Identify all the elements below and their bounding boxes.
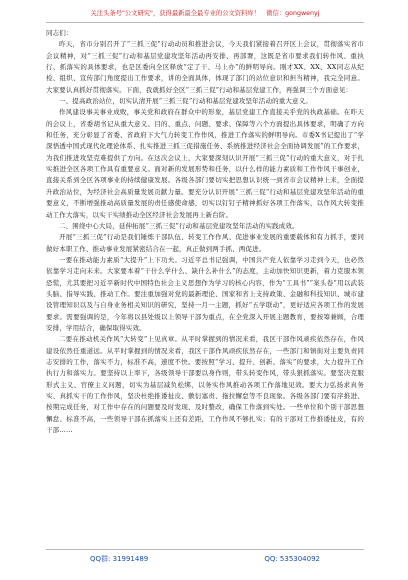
page-header [46, 8, 364, 23]
salutation: 同志们： [46, 29, 73, 37]
paragraph-significance: 作风建设事关事业成败，事关党和政府在群众中的形象，基层党建工作直接关乎党的执政基础。在昨天的会议上，省委胡书记从重大意义、目的、重点、问题、要求、保障等六个方面提出具体要求，明确了方向和任务，充分彰显了省委、省政府下大气力转变工作作风、推进工作落实的鲜明导向。市委X书记提出了“学深悟透中国式现代化理论体系、扎实推进三抓三促措施任务、系统推进经济社会全面协调发展”的工作要求，为我们推进攻坚克难提供了方向。在这次会议上，大家要深刻认识开展“三抓三促”行动的重大意义，对于扎实推进全区各项工作具有重要意义。面对新的发展形势和任务，以什么样的能力素质和工作作风干事创业，直接关系到全区各项事业的持续健康发展。各级各部门要切实把思想认识统一到省市会议精神上来，全面提升政治站位，为经济社会高质量发展贡献力量。要充分认识开展“三抓三促”行动和基层党建攻坚年活动的重要意义，不断增强推动高质量发展的责任感使命感，切实以钉钉子精神抓好各项工作落实，以作风大转变推动工作大落实，以实干实绩推动全区经济社会发展再上新台阶。 [46, 108, 364, 219]
paragraph-ability: 一要在推动能力素质“大提升”上下功夫。习近平总书记强调，中国共产党人依靠学习走到今天，也必然依靠学习走向未来。大家要本着“干什么学什么、缺什么补什么”的态度，主动加快知识更新，着力克服本领恐慌，尤其要把习近平新时代中国特色社会主义思想作为学习的核心内容，作为“工具书”“案头卷”用以武装头脑、指导实践、推动工作。要注重加强对党的最新理论、国家和省上支持政策、金融和科技知识、城市建设管理知识以及与自身业务相关知识的研究，坚持一月一主题，抓好“五学联动”，更好适应各项工作的发展要求。需要强调的是，今年将以县处级以上领导干部为重点，在全党深入开展主题教育，要按筹兼顾，合理安排，学用结合，确保取得实效。 [46, 255, 364, 332]
footer-qq-group: QQ群: 31991489 [90, 555, 149, 563]
header-notice: 关注头条号"公文研究"，获得最新最全最专业的公文资料库！ 微信：gongwenyj [90, 10, 320, 17]
footer-qq: QQ: 535304092 [264, 555, 320, 563]
page-footer [46, 549, 364, 567]
section-heading-1: 一、提高政治站位，切实认清开展“三抓三促”行动和基层党建攻坚年活动的重大意义。 [59, 97, 312, 106]
document-body [46, 28, 364, 436]
section-heading-2: 二、围绕中心大局，延伸拓展“三抓三促”行动和基层党建攻坚年活动的实践成效。 [59, 221, 299, 230]
paragraph-intro: 昨天，省市分别召开了“三抓三促”行动动员和推进会议，今天我们紧接着召开区上会议，贯彻落实省市会议精神，对“三抓三促”行动和基层党建攻坚年活动再安排、再部署，这既是省市要求我们转作风、重执行、抓落实的具体要求，也是区委向全区释放“定了干、马上办”的鲜明导向。刚才XX、XX、XX同志从纪检、组织、宣传部门角度提出工作要求，讲的全面具体，体现了部门的站位意识和担当精神，我完全同意。大家要认真抓好贯彻落实。下面，我就抓好全区“三抓三促”行动和基层党建工作，再强调三个方面意见： [46, 40, 364, 94]
paragraph-style: 二要在推动机关作风“大转变”上见真章。从平时掌握到的情况来看，我区干部作风顽疾依然存在，作风建设依然任重道远。从平时掌握到的情况来看，我区干部作风顽疾依然存在，一些部门和镇街对主要负责同志安排的工作，落实不力，标准不高，速度不快。要按照“学习、提升、创新、落实”的要求，大力提升工作执行力和落实力。要坚持以上率下，各级领导干部要以身作则，带头转变作风，带头狠抓落实。要坚决克服形式主义、官僚主义问题，切实为基层减负松绑，以务实作风推动各项工作落地见效。要大力弘扬求真务实、真抓实干的工作作风，坚决杜绝推诿扯皮、敷衍塞责、拖拉懈怠等不良现象。各级各部门要有序推进、按期完成任务，对工作中存在的问题要及时发现、及时整改，确保工作落到实处。一些单位和个别干部思想懈怠、标准不高，一些领导干部在抓落实上还有差距，工作作风不够扎实；有的干部对工作推诿扯皮，有的干部…… [46, 335, 364, 435]
paragraph-carrier: 开展“三抓三促”行动是我们锤炼干部队伍、转变工作作风、促进事业发展的重要载体和有力抓手，要同做好本职工作、推动事业发展紧密结合在一起，真正做到两手抓、两促进。 [46, 233, 364, 253]
